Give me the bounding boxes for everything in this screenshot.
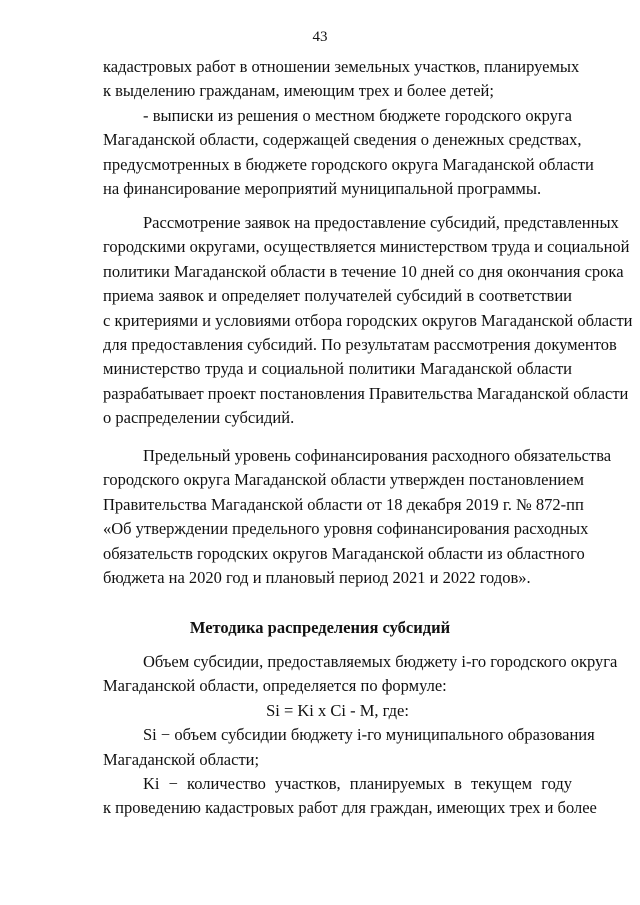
text-line: бюджета на 2020 год и плановый период 2021 и 2022 годов». bbox=[103, 567, 531, 587]
paragraph-cofinancing bbox=[103, 444, 612, 590]
text-line: Ki − количество участков, планируемых в текущем году bbox=[143, 773, 572, 793]
text-line: - выписки из решения о местном бюджете городского округа bbox=[143, 105, 572, 125]
text-line: с критериями и условиями отбора городских округов Магаданской области bbox=[103, 310, 633, 330]
text-line: о распределении субсидий. bbox=[103, 408, 295, 428]
page-number: 43 bbox=[312, 29, 328, 45]
text-line: обязательств городских округов Магаданской области из областного bbox=[103, 543, 585, 563]
text-line: предусмотренных в бюджете городского округа Магаданской области bbox=[103, 154, 594, 174]
text-line: к выделению гражданам, имеющим трех и более детей; bbox=[103, 81, 494, 101]
text-line: министерство труда и социальной политики Магаданской области bbox=[103, 359, 572, 379]
text-line: приема заявок и определяет получателей субсидий в соответствии bbox=[103, 286, 572, 306]
text-line: кадастровых работ в отношении земельных участков, планируемых bbox=[103, 57, 580, 76]
paragraph-methodology bbox=[103, 650, 618, 821]
text-line: Предельный уровень софинансирования расходного обязательства bbox=[143, 446, 612, 465]
text-line: «Об утверждении предельного уровня софинансирования расходных bbox=[103, 519, 589, 539]
text-line: к проведению кадастровых работ для граждан, имеющих трех и более bbox=[103, 798, 597, 818]
text-line: на финансирование мероприятий муниципальной программы. bbox=[103, 178, 542, 198]
text-line: Правительства Магаданской области от 18 декабря 2019 г. № 872-пп bbox=[103, 494, 584, 514]
text-line: разрабатывает проект постановления Правительства Магаданской области bbox=[103, 383, 629, 403]
paragraph-requirements bbox=[103, 55, 594, 201]
text-line: городского округа Магаданской области утвержден постановлением bbox=[103, 470, 584, 490]
text-line: для предоставления субсидий. По результатам рассмотрения документов bbox=[103, 334, 617, 354]
text-line: Магаданской области, определяется по формуле: bbox=[103, 676, 447, 696]
text-line: Si − объем субсидии бюджету i-го муниципального образования bbox=[143, 725, 595, 745]
section-heading: Методика распределения субсидий bbox=[189, 618, 451, 637]
formula: Si = Ki x Ci - M, где: bbox=[266, 700, 409, 720]
paragraph-review bbox=[103, 211, 633, 431]
text-line: политики Магаданской области в течение 10 дней со дня окончания срока bbox=[103, 261, 624, 281]
text-line: городскими округами, осуществляется министерством труда и социальной bbox=[103, 237, 630, 257]
text-line: Магаданской области, содержащей сведения о денежных средствах, bbox=[103, 130, 582, 150]
text-line: Объем субсидии, предоставляемых бюджету i-го городского округа bbox=[143, 652, 618, 671]
text-line: Магаданской области; bbox=[103, 749, 260, 769]
text-line: Рассмотрение заявок на предоставление субсидий, представленных bbox=[143, 213, 619, 232]
